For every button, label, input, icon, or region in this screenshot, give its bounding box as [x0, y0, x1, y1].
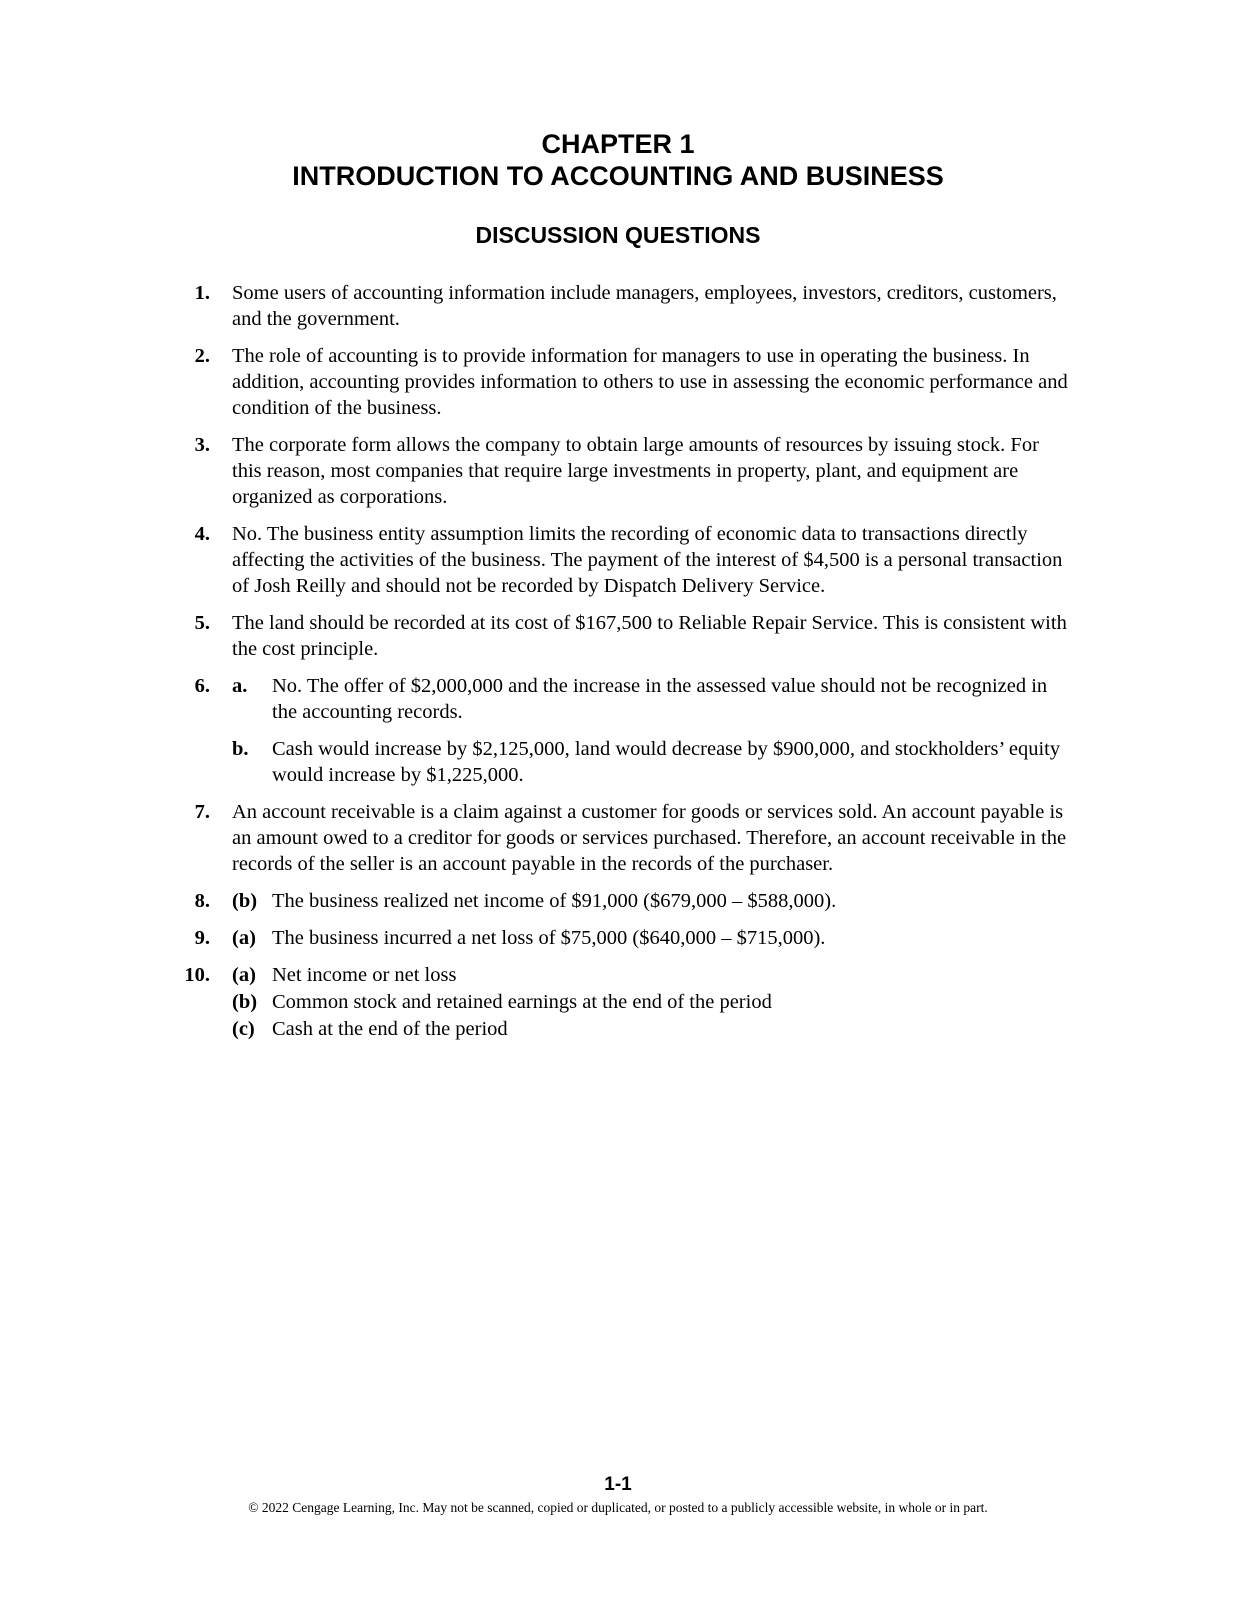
sub-answer	[232, 925, 1070, 951]
sub-answer-label: (a)	[232, 964, 256, 986]
page-number: 1-1	[604, 1474, 632, 1495]
question-answer: No. The business entity assumption limits the recording of economic data to transactions directly affecting the activities of the business. The payment of the interest of $4,500 is a personal transaction of Josh Reilly and should not be recorded by Dispatch Delivery Service.	[232, 523, 1063, 597]
chapter-title: INTRODUCTION TO ACCOUNTING AND BUSINESS	[292, 161, 944, 191]
page-footer	[0, 1473, 1236, 1517]
sub-answer-label: (b)	[232, 890, 258, 912]
sub-answer-label: (b)	[232, 991, 258, 1013]
sub-answer-text: Cash would increase by $2,125,000, land would decrease by $900,000, and stockholders’ equity would increase by $1,225,000.	[272, 738, 1061, 786]
question-number: 10.	[184, 964, 210, 986]
sub-answer	[232, 736, 1070, 788]
question-answer: Some users of accounting information include managers, employees, investors, creditors, customers, and the government.	[232, 282, 1057, 330]
question-answer: An account receivable is a claim against a customer for goods or services sold. An account payable is an amount owed to a creditor for goods or services purchased. Therefore, an account receivable in the records of the seller is an account payable in the records of the purchaser.	[232, 801, 1067, 875]
question-item	[160, 799, 1070, 877]
question-number: 1.	[194, 282, 210, 304]
question-answer: The role of accounting is to provide information for managers to use in operating the business. In addition, accounting provides information to others to use in assessing the economic performance and condition of the business.	[232, 345, 1068, 419]
sub-answer-label: b.	[232, 738, 249, 760]
question-item	[160, 673, 1070, 788]
question-item	[160, 962, 1070, 1042]
question-item	[160, 888, 1070, 914]
question-item	[160, 925, 1070, 951]
sub-answer	[232, 673, 1070, 725]
sub-answer	[232, 962, 1070, 988]
chapter-header	[0, 128, 1236, 192]
question-number: 7.	[194, 801, 210, 823]
sub-answer-label: a.	[232, 675, 248, 697]
question-number: 4.	[194, 523, 210, 545]
question-number: 8.	[194, 890, 210, 912]
question-number: 9.	[194, 927, 210, 949]
sub-answer-text: Net income or net loss	[272, 964, 457, 986]
sub-answer-label: (c)	[232, 1018, 255, 1040]
sub-answer-label: (a)	[232, 927, 256, 949]
question-answer: The corporate form allows the company to obtain large amounts of resources by issuing stock. For this reason, most companies that require large investments in property, plant, and equipment are organized as corporations.	[232, 434, 1039, 508]
question-item	[160, 280, 1070, 332]
question-number: 2.	[194, 345, 210, 367]
question-item	[160, 432, 1070, 510]
sub-answer	[232, 888, 1070, 914]
sub-answer-text: No. The offer of $2,000,000 and the increase in the assessed value should not be recognized in the accounting records.	[272, 675, 1048, 723]
question-item	[160, 343, 1070, 421]
sub-answer-text: The business realized net income of $91,000 ($679,000 – $588,000).	[272, 890, 837, 912]
sub-answer-text: Common stock and retained earnings at the end of the period	[272, 991, 772, 1013]
section-title: DISCUSSION QUESTIONS	[475, 222, 761, 248]
question-list	[160, 280, 1070, 1053]
question-number: 5.	[194, 612, 210, 634]
question-answer: The land should be recorded at its cost of $167,500 to Reliable Repair Service. This is consistent with the cost principle.	[232, 612, 1067, 660]
sub-answer	[232, 1016, 1070, 1042]
question-number: 6.	[194, 675, 210, 697]
question-item	[160, 521, 1070, 599]
chapter-number: CHAPTER 1	[541, 129, 695, 159]
sub-answer	[232, 989, 1070, 1015]
question-number: 3.	[194, 434, 210, 456]
sub-answer-text: Cash at the end of the period	[272, 1018, 508, 1040]
question-item	[160, 610, 1070, 662]
sub-answer-text: The business incurred a net loss of $75,000 ($640,000 – $715,000).	[272, 927, 826, 949]
copyright-notice: © 2022 Cengage Learning, Inc. May not be scanned, copied or duplicated, or posted to a publicly accessible website, in whole or in part.	[248, 1500, 988, 1515]
